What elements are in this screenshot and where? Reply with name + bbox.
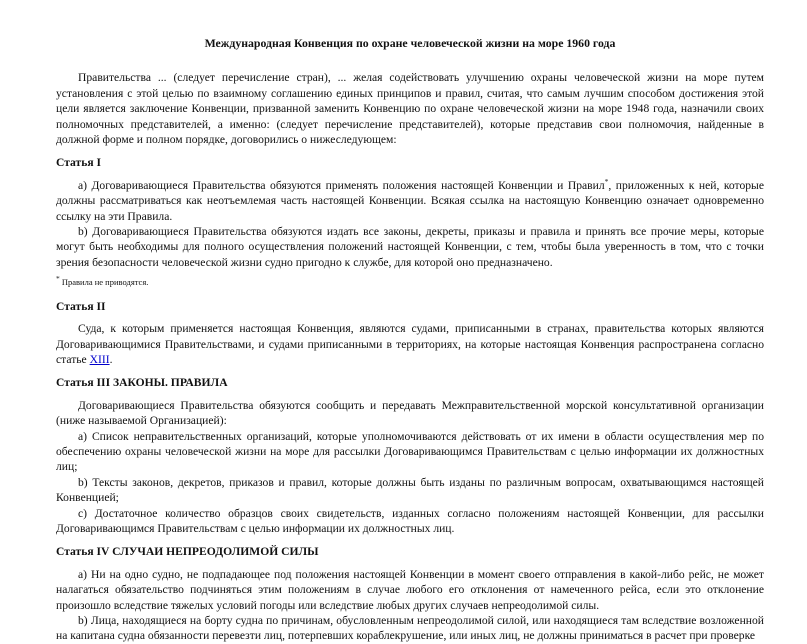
- article-3-intro: Договаривающиеся Правительства обязуются сообщить и передавать Межправительственной морской консультативной организации (ниже называемой Организацией):: [56, 398, 764, 428]
- article-3-clause-a: а) Список неправительственных организаций, которые уполномочиваются действовать от их имени в области осуществления мер по обеспечению охраны человеческой жизни на море для рассылки Договаривающимся Правительствам с целью информации их должностных лиц;: [56, 429, 764, 474]
- footnote-mark: *: [56, 274, 60, 284]
- footnote: [56, 275, 764, 290]
- article-2-text-body: Суда, к которым применяется настоящая Конвенция, являются судами, приписанными в странах, правительства которых являются Договаривающимися Правительствами, и судами приписанными в территориях, на которые настоящая Конвенция распространена согласно статье: [56, 322, 764, 366]
- article-4-clause-a: а) Ни на одно судно, не подпадающее под положения настоящей Конвенции в момент своего отправления в какой-либо рейс, не может налагаться обязательство подчиняться этим положениям в случае любого его отклонения от намеченного рейса, если это отклонение произошло вследствие тяжелых условий погоды или вследствие любых других случаев непреодолимой силы.: [56, 567, 764, 612]
- article-4-clause-b: b) Лица, находящиеся на борту судна по причинам, обусловленным непреодолимой силой, или находящиеся там вследствие возложенной на капитана судна обязанности перевезти лиц, потерпевших кораблекрушение, или иных лиц, не должны приниматься в расчет при проверке: [56, 614, 764, 643]
- article-3-clause-c: с) Достаточное количество образцов своих свидетельств, изданных согласно положениям настоящей Конвенции, для рассылки Договаривающимся Правительствам с целью информации их должностных лиц.: [56, 506, 764, 535]
- document-title: Международная Конвенция по охране человеческой жизни на море 1960 года: [204, 36, 616, 50]
- article-1-clause-a: [56, 178, 764, 224]
- preamble-paragraph: Правительства ... (следует перечисление стран), ... желая содействовать улучшению охраны человеческой жизни на море путем установления с этой целью по взаимному соглашению единых принципов и правил, считая, что самым лучшим способом достижения этой цели является заключение Конвенции, призванной заменить Конвенцию по охране человеческой жизни на море 1948 года, назначили своих полномочных представителей, а именно: (следует перечисление представителей), которые представив свои полномочия, найденные в должной форме и полном порядке, договорились о нижеследующем:: [56, 71, 764, 147]
- footnote-text: Правила не приводятся.: [59, 277, 149, 288]
- article-3-heading: Статья III ЗАКОНЫ. ПРАВИЛА: [56, 376, 228, 390]
- article-1-clause-b: b) Договаривающиеся Правительства обязуются издать все законы, декреты, приказы и правила и принять все прочие меры, которые могут быть необходимы для полного осуществления положений настоящей Конвенции, с тем, чтобы была уверенность в том, что с точки зрения безопасности человеческой жизни судно пригодно к службе, для которой оно предназначено.: [56, 225, 764, 269]
- article-3-clause-b: b) Тексты законов, декретов, приказов и правил, которые должны быть изданы по различным вопросам, охватывающимся настоящей Конвенцией;: [56, 475, 764, 505]
- article-1-clause-a-text-cont: , приложенных к ней, которые должны рассматриваться как неотъемлемая часть настоящей Конвенции. Всякая ссылка на настоящую Конвенцию означает одновременно ссылку на эти Правила.: [56, 178, 764, 223]
- article-1-clause-a-text: а) Договаривающиеся Правительства обязуются применять положения настоящей Конвенции и Правил: [78, 178, 605, 192]
- footnote-reference[interactable]: *: [604, 176, 609, 186]
- article-1-heading: Статья I: [56, 156, 102, 170]
- article-2-text-end: .: [109, 352, 113, 366]
- article-2-text: [56, 321, 764, 367]
- article-xiii-link[interactable]: XIII: [89, 352, 110, 366]
- article-2-heading: Статья II: [56, 299, 106, 313]
- article-4-heading: Статья IV СЛУЧАИ НЕПРЕОДОЛИМОЙ СИЛЫ: [56, 545, 319, 559]
